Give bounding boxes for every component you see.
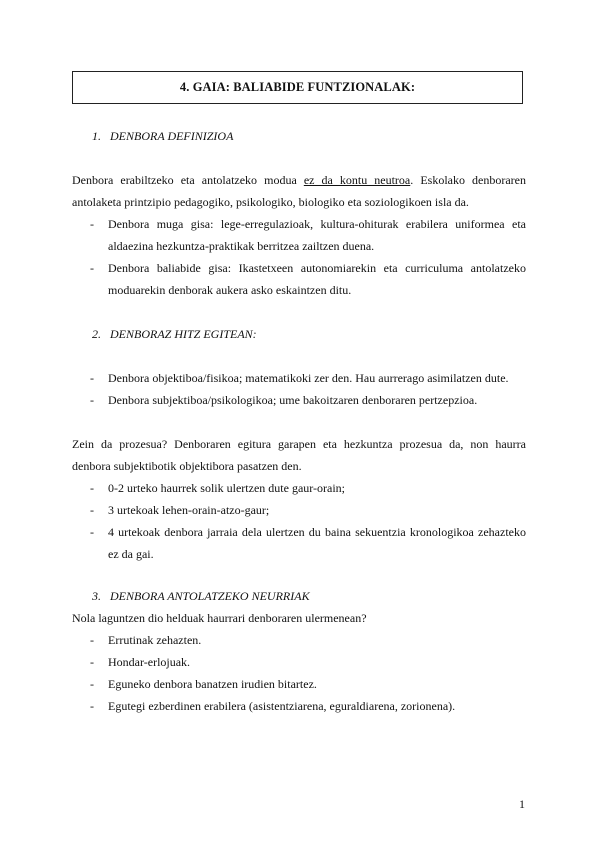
list-item — [90, 389, 526, 411]
section-number: 1. — [92, 129, 101, 143]
list-item-line: Hondar-erlojuak. — [108, 655, 191, 669]
underlined-text: ez da kontu neutroa — [303, 173, 411, 187]
list-item-line: 3 urtekoak lehen-orain-atzo-gaur; — [108, 503, 270, 517]
paragraph-line: Zein da prozesua? Denboraren egitura garapen eta hezkuntza prozesua da, non haurra — [72, 437, 526, 451]
section-heading-2 — [92, 327, 257, 342]
list-item — [90, 213, 526, 257]
bullet-dash: - — [90, 677, 94, 691]
paragraph-1 — [72, 169, 526, 213]
bullet-dash: - — [90, 371, 94, 385]
page-title: 4. GAIA: BALIABIDE FUNTZIONALAK: — [72, 71, 523, 104]
bullet-dash: - — [90, 655, 94, 669]
list-item — [90, 651, 526, 673]
list-item — [90, 477, 526, 499]
list-item-line: aldaezina hezkuntza-praktikak berritzea zailtzen duena. — [108, 239, 375, 253]
list-item-line: Egutegi ezberdinen erabilera (asistentziarena, eguraldiarena, zorionena). — [108, 699, 456, 713]
list-item — [90, 499, 526, 521]
list-item-line: 4 urtekoak denbora jarraia dela ulertzen du baina sekuentzia kronologikoa zehazteko — [108, 525, 526, 539]
bullet-dash: - — [90, 503, 94, 517]
list-item — [90, 521, 526, 565]
section-number: 3. — [92, 589, 101, 603]
list-item-line: Eguneko denbora banatzen irudien bitartez. — [108, 677, 317, 691]
list-item-line: Denbora muga gisa: lege-erregulazioak, kultura-ohiturak erabilera uniformea eta — [108, 217, 526, 231]
section-number: 2. — [92, 327, 101, 341]
list-item — [90, 257, 526, 301]
bullet-dash: - — [90, 481, 94, 495]
paragraph-line: denbora subjektibotik objektibora pasatzen den. — [72, 459, 302, 473]
section-heading-1 — [92, 129, 233, 144]
page-number: 1 — [519, 797, 525, 811]
list-item-line: moduarekin denborak aukera asko eskaintzen ditu. — [108, 283, 352, 297]
bullet-dash: - — [90, 393, 94, 407]
paragraph-2 — [72, 433, 526, 477]
paragraph-line: antolaketa printzipio pedagogiko, psikologiko, biologiko eta soziologikoen isla da. — [72, 195, 469, 209]
section-title: DENBORA ANTOLATZEKO NEURRIAK — [110, 589, 310, 603]
list-item-line: Denbora baliabide gisa: Ikastetxeen autonomiarekin eta curriculuma antolatzeko — [108, 261, 526, 275]
list-item — [90, 673, 526, 695]
section-title: DENBORA DEFINIZIOA — [110, 129, 234, 143]
list-item — [90, 695, 526, 717]
bullet-dash: - — [90, 525, 94, 539]
bullet-dash: - — [90, 633, 94, 647]
paragraph-3: Nola laguntzen dio helduak haurrari denboraren ulermenean? — [72, 611, 367, 625]
text-run: . Eskolako denboraren — [410, 173, 526, 187]
list-item — [90, 367, 526, 389]
bullet-dash: - — [90, 261, 94, 275]
list-item-line: Denbora objektiboa/fisikoa; matematikoki zer den. Hau aurrerago asimilatzen dute. — [108, 371, 509, 385]
list-item-line: Errutinak zehazten. — [108, 633, 202, 647]
list-item-line: ez da gai. — [108, 547, 154, 561]
bullet-dash: - — [90, 699, 94, 713]
list-item-line: Denbora subjektiboa/psikologikoa; ume bakoitzaren denboraren pertzepzioa. — [108, 393, 478, 407]
section-heading-3 — [92, 589, 310, 604]
section-title: DENBORAZ HITZ EGITEAN: — [110, 327, 257, 341]
text-run: Denbora erabiltzeko eta antolatzeko modua — [72, 173, 304, 187]
list-item — [90, 629, 526, 651]
paragraph-line — [72, 169, 526, 191]
list-item-line: 0-2 urteko haurrek solik ulertzen dute gaur-orain; — [108, 481, 346, 495]
bullet-dash: - — [90, 217, 94, 231]
